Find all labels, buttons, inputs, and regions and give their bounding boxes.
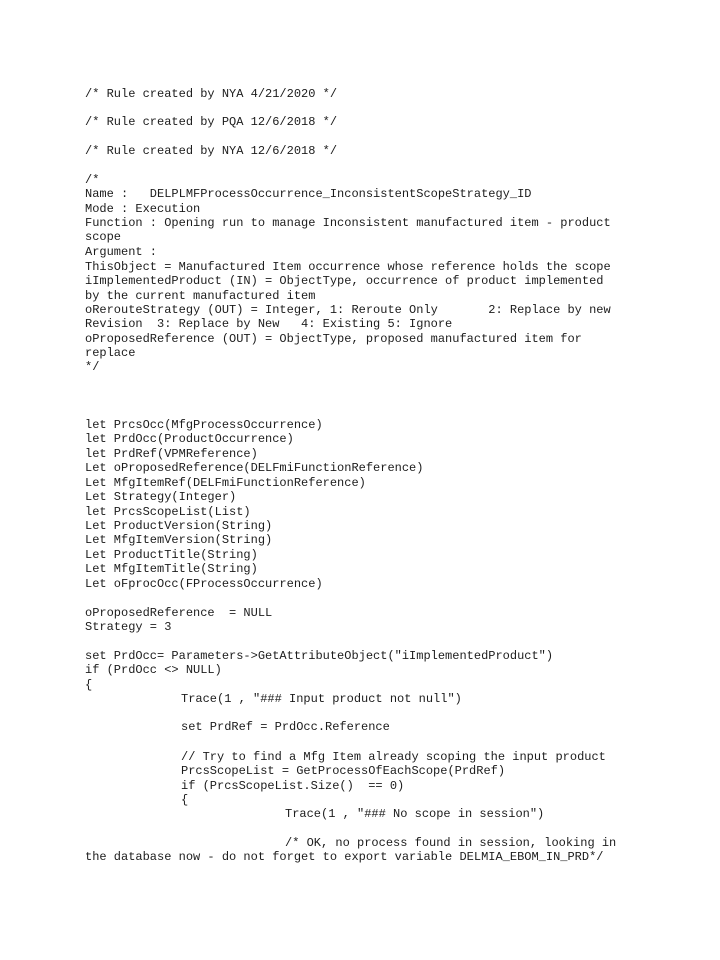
declaration-line: Let ProductTitle(String) [85, 548, 258, 562]
code-line-open-brace: { [85, 678, 93, 692]
declaration-line: Let MfgItemRef(DELFmiFunctionReference) [85, 476, 366, 490]
doc-comment-line: scope [85, 230, 122, 244]
code-line-trace-no-scope: Trace(1 , "### No scope in session") [285, 807, 545, 821]
declaration-line: Let oFprocOcc(FProcessOccurrence) [85, 577, 323, 591]
code-line-if-scope-size: if (PrcsScopeList.Size() == 0) [181, 779, 405, 793]
doc-comment-line: Argument : [85, 245, 158, 259]
doc-comment-line: oProposedReference (OUT) = ObjectType, proposed manufactured item for [85, 332, 582, 346]
code-line-open-brace: { [181, 793, 189, 807]
code-line-if-prdocc: if (PrdOcc <> NULL) [85, 663, 222, 677]
header-comment-2: /* Rule created by PQA 12/6/2018 */ [85, 115, 338, 129]
doc-comment-line: replace [85, 346, 136, 360]
header-comment-1: /* Rule created by NYA 4/21/2020 */ [85, 87, 338, 101]
declaration-line: let PrcsScopeList(List) [85, 505, 251, 519]
assignment-line: oProposedReference = NULL [85, 606, 273, 620]
code-line-set-prdocc: set PrdOcc= Parameters->GetAttributeObject("iImplementedProduct") [85, 649, 554, 663]
doc-comment-line: Name : DELPLMFProcessOccurrence_InconsistentScopeStrategy_ID [85, 187, 532, 201]
code-line-trace-not-null: Trace(1 , "### Input product not null") [181, 692, 462, 706]
declaration-line: let PrcsOcc(MfgProcessOccurrence) [85, 418, 323, 432]
code-line-comment-ok: /* OK, no process found in session, looking in [285, 836, 617, 850]
doc-comment-line: */ [85, 360, 100, 374]
declaration-line: Let ProductVersion(String) [85, 519, 273, 533]
declaration-line: Let MfgItemVersion(String) [85, 533, 273, 547]
doc-comment-line: oRerouteStrategy (OUT) = Integer, 1: Reroute Only 2: Replace by new [85, 303, 611, 317]
doc-comment-line: Revision 3: Replace by New 4: Existing 5: Ignore [85, 317, 453, 331]
declaration-line: Let oProposedReference(DELFmiFunctionReference) [85, 461, 424, 475]
declaration-line: let PrdOcc(ProductOccurrence) [85, 432, 294, 446]
code-line-comment-find: // Try to find a Mfg Item already scoping the input product [181, 750, 606, 764]
header-comment-3: /* Rule created by NYA 12/6/2018 */ [85, 144, 338, 158]
code-line-set-scope-list: PrcsScopeList = GetProcessOfEachScope(PrdRef) [181, 764, 506, 778]
declaration-line: Let Strategy(Integer) [85, 490, 237, 504]
code-line-comment-ok-cont: the database now - do not forget to export variable DELMIA_EBOM_IN_PRD*/ [85, 850, 604, 864]
declaration-line: let PrdRef(VPMReference) [85, 447, 258, 461]
doc-comment-line: by the current manufactured item [85, 289, 316, 303]
doc-comment-line: Mode : Execution [85, 202, 201, 216]
doc-comment-line: /* [85, 173, 100, 187]
code-line-set-prdref: set PrdRef = PrdOcc.Reference [181, 720, 390, 734]
doc-comment-line: Function : Opening run to manage Inconsistent manufactured item - product [85, 216, 611, 230]
assignment-line: Strategy = 3 [85, 620, 172, 634]
doc-comment-line: ThisObject = Manufactured Item occurrence whose reference holds the scope [85, 260, 611, 274]
doc-comment-line: iImplementedProduct (IN) = ObjectType, occurrence of product implemented [85, 274, 604, 288]
declaration-line: Let MfgItemTitle(String) [85, 562, 258, 576]
